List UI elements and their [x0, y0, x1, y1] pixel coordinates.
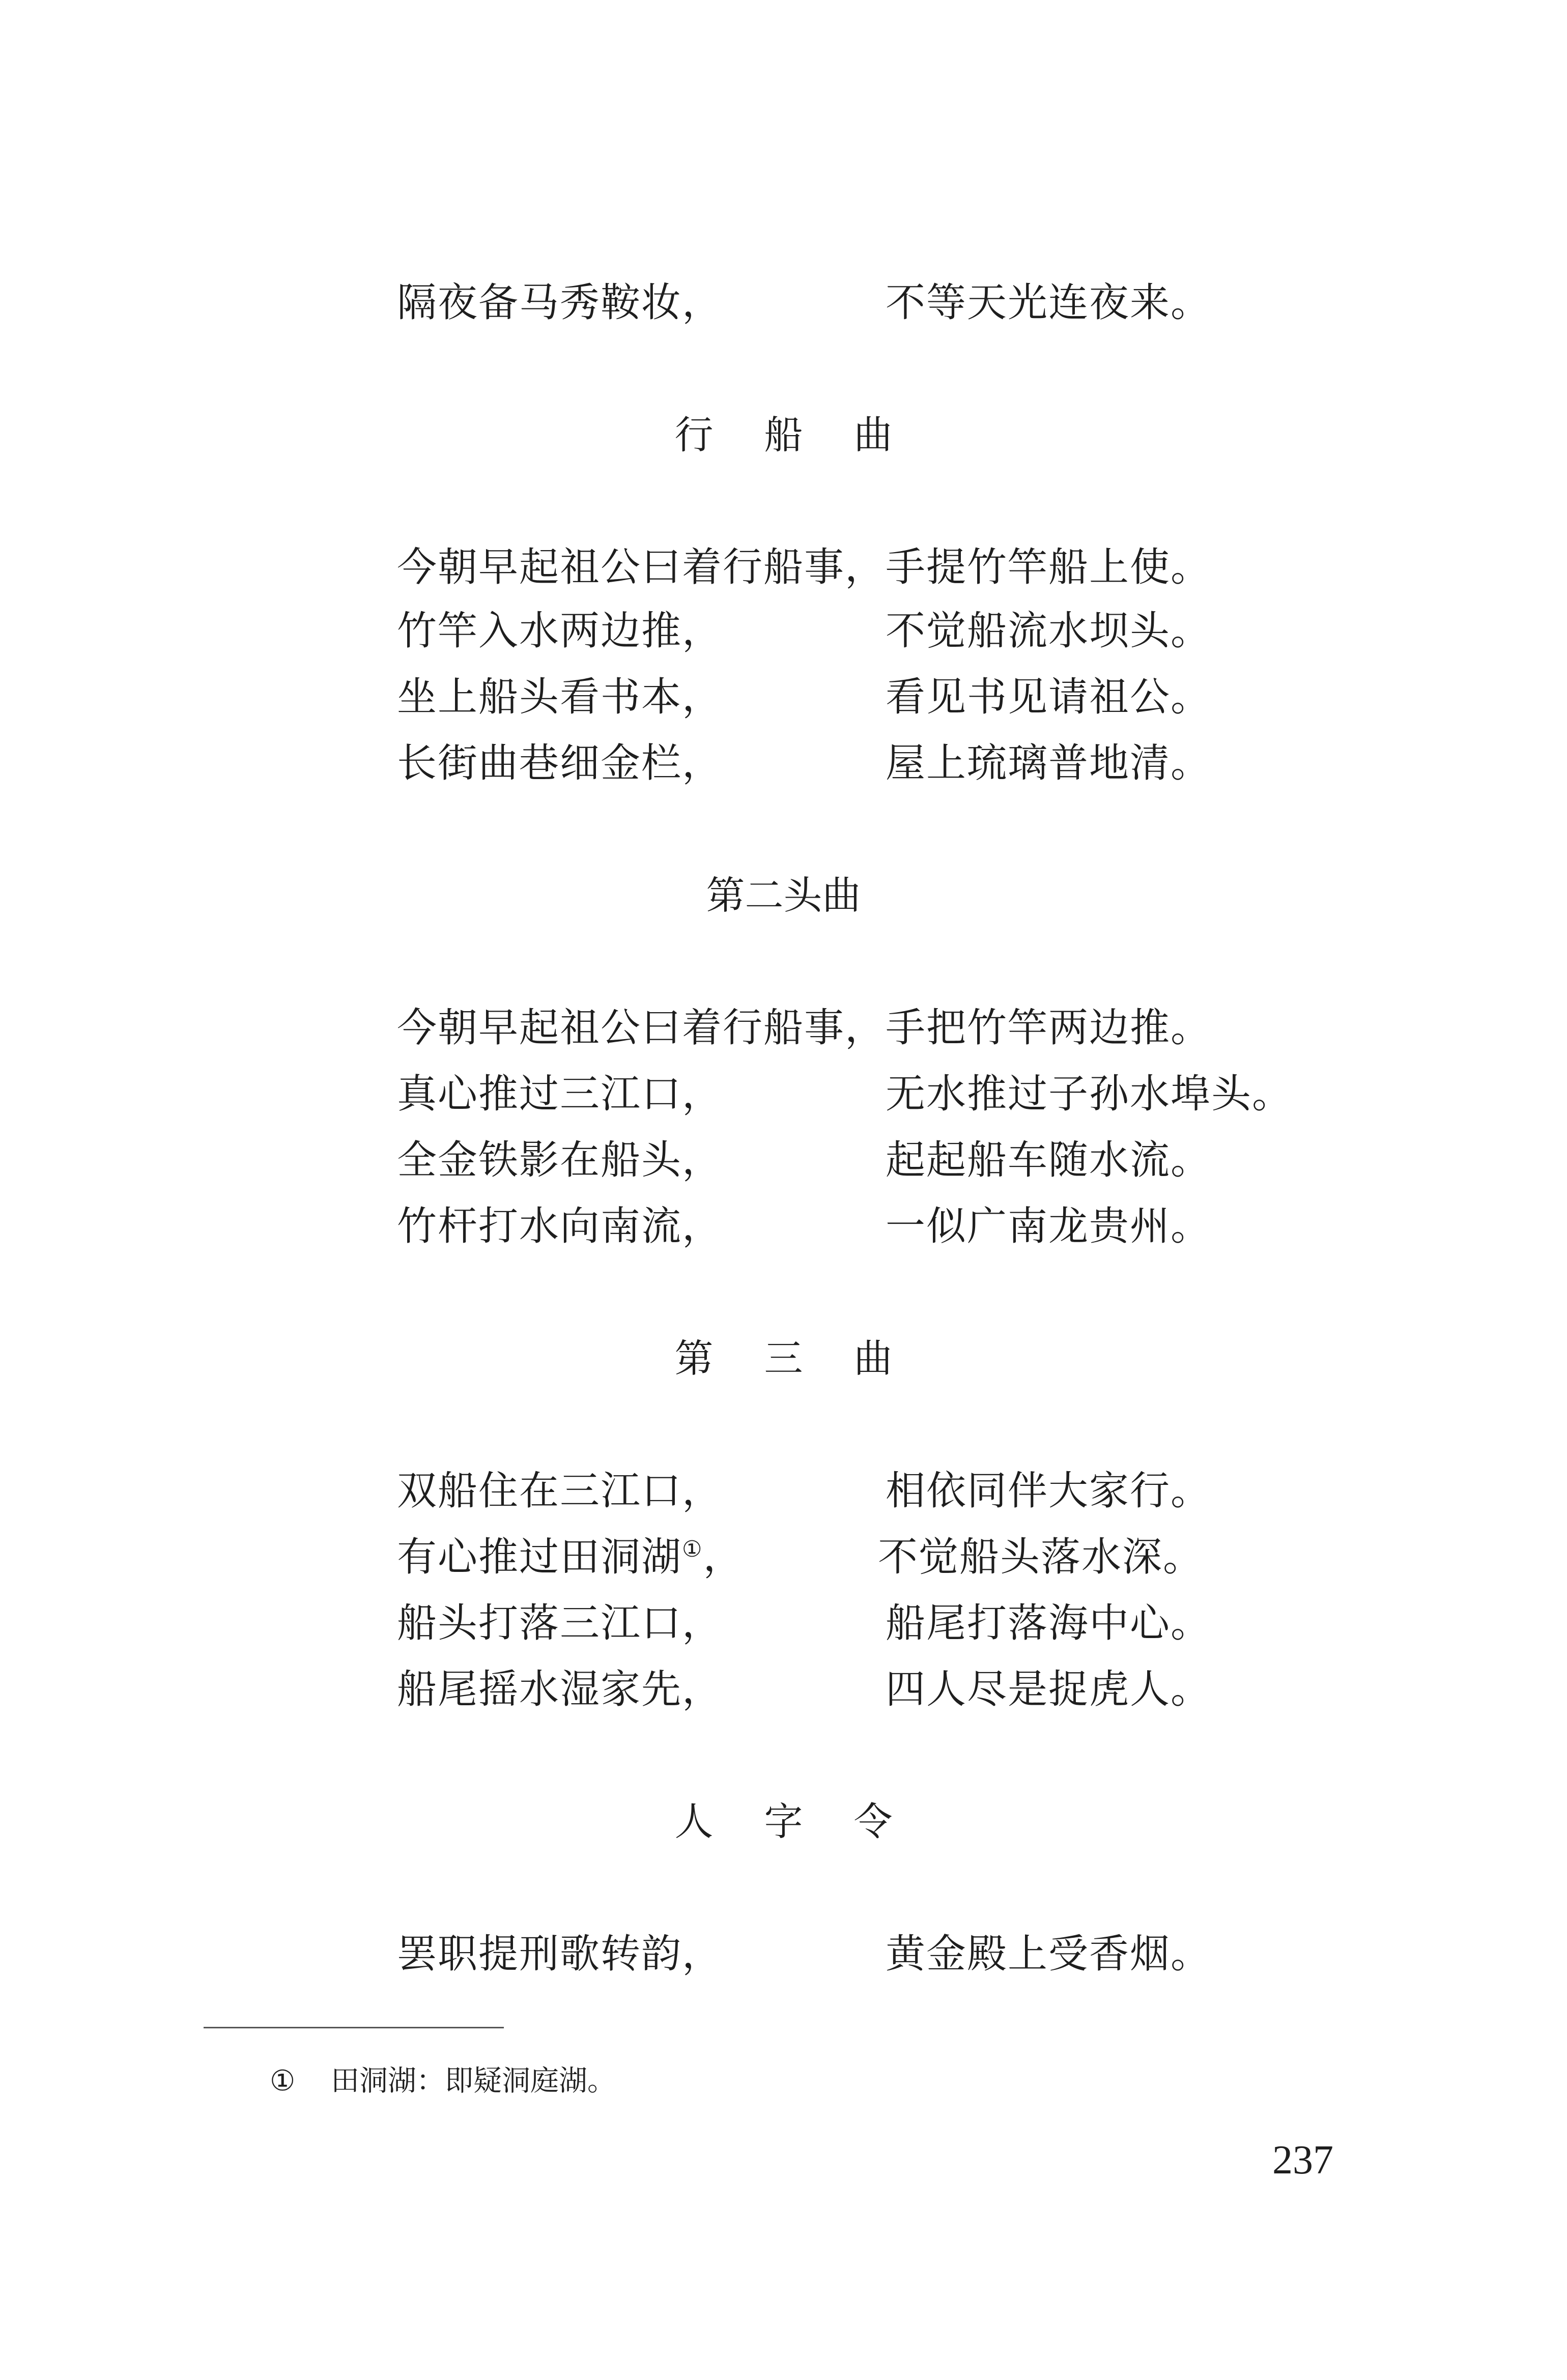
verse-left: 双船住在三江口， — [397, 1468, 723, 1514]
verse-full: 今朝早起祖公曰着行船事，手提竹竿船上使。 — [397, 544, 1212, 590]
verse-left: 真心推过三江口， — [397, 1071, 723, 1117]
verse-right: 一似广南龙贵州。 — [886, 1203, 1212, 1249]
verse-line — [0, 275, 1567, 331]
verse-left: 竹杆打水向南流， — [397, 1203, 723, 1249]
verse-line — [0, 1595, 1567, 1651]
verse-right: 黄金殿上受香烟。 — [886, 1931, 1212, 1977]
verse-left-text: 有心推过田洞湖 — [397, 1534, 682, 1580]
footnote-marker: ① — [270, 2064, 296, 2098]
verse-right: 不觉船流水坝头。 — [886, 608, 1212, 654]
verse-left: 全金铁影在船头， — [397, 1137, 723, 1183]
section-heading: 人字令 — [674, 1799, 944, 1844]
verse-right: 相依同伴大家行。 — [886, 1468, 1212, 1514]
verse-right: 看见书见请祖公。 — [886, 674, 1212, 720]
verse-line — [0, 735, 1567, 791]
verse-line — [0, 1463, 1567, 1519]
verse-right: 起起船车随水流。 — [886, 1137, 1212, 1183]
verse-line — [0, 669, 1567, 725]
verse-right: 不觉船头落水深。 — [878, 1534, 1204, 1580]
verse-line — [0, 1066, 1567, 1122]
section-heading: 第二头曲 — [706, 873, 861, 918]
page-number: 237 — [1272, 2138, 1333, 2183]
verse-left: 船尾摇水湿家先， — [397, 1667, 723, 1712]
verse-left — [397, 1529, 744, 1585]
verse-right: 不等天光连夜来。 — [886, 280, 1212, 326]
verse-left: 船头打落三江口， — [397, 1600, 723, 1646]
verse-line — [0, 539, 1567, 595]
verse-line — [0, 1661, 1567, 1717]
verse-left: 长街曲巷细金栏， — [397, 740, 723, 786]
verse-line — [0, 1198, 1567, 1254]
verse-line — [0, 1529, 1567, 1585]
verse-left: 隔夜备马秀鞍妆， — [397, 280, 723, 326]
section-heading: 第三曲 — [674, 1336, 944, 1381]
verse-right: 屋上琉璃普地清。 — [886, 740, 1212, 786]
verse-line — [0, 1926, 1567, 1982]
verse-right: 四人尽是捉虎人。 — [886, 1667, 1212, 1712]
verse-line — [0, 603, 1567, 659]
verse-line — [0, 1000, 1567, 1056]
verse-right: 船尾打落海中心。 — [886, 1600, 1212, 1646]
verse-full: 今朝早起祖公曰着行船事，手把竹竿两边推。 — [397, 1005, 1212, 1051]
footnote-reference[interactable]: ① — [682, 1536, 703, 1562]
verse-line — [0, 1132, 1567, 1188]
footnote — [270, 2061, 616, 2102]
verse-left: 竹竿入水两边推， — [397, 608, 723, 654]
verse-left-punct: ， — [703, 1534, 744, 1580]
footnote-divider — [204, 2027, 504, 2028]
verse-left: 坐上船头看书本， — [397, 674, 723, 720]
verse-right: 无水推过子孙水埠头。 — [886, 1071, 1293, 1117]
verse-left: 罢职提刑歌转韵， — [397, 1931, 723, 1977]
section-heading: 行船曲 — [674, 412, 944, 457]
footnote-text: 田洞湖：即疑洞庭湖。 — [331, 2064, 616, 2098]
